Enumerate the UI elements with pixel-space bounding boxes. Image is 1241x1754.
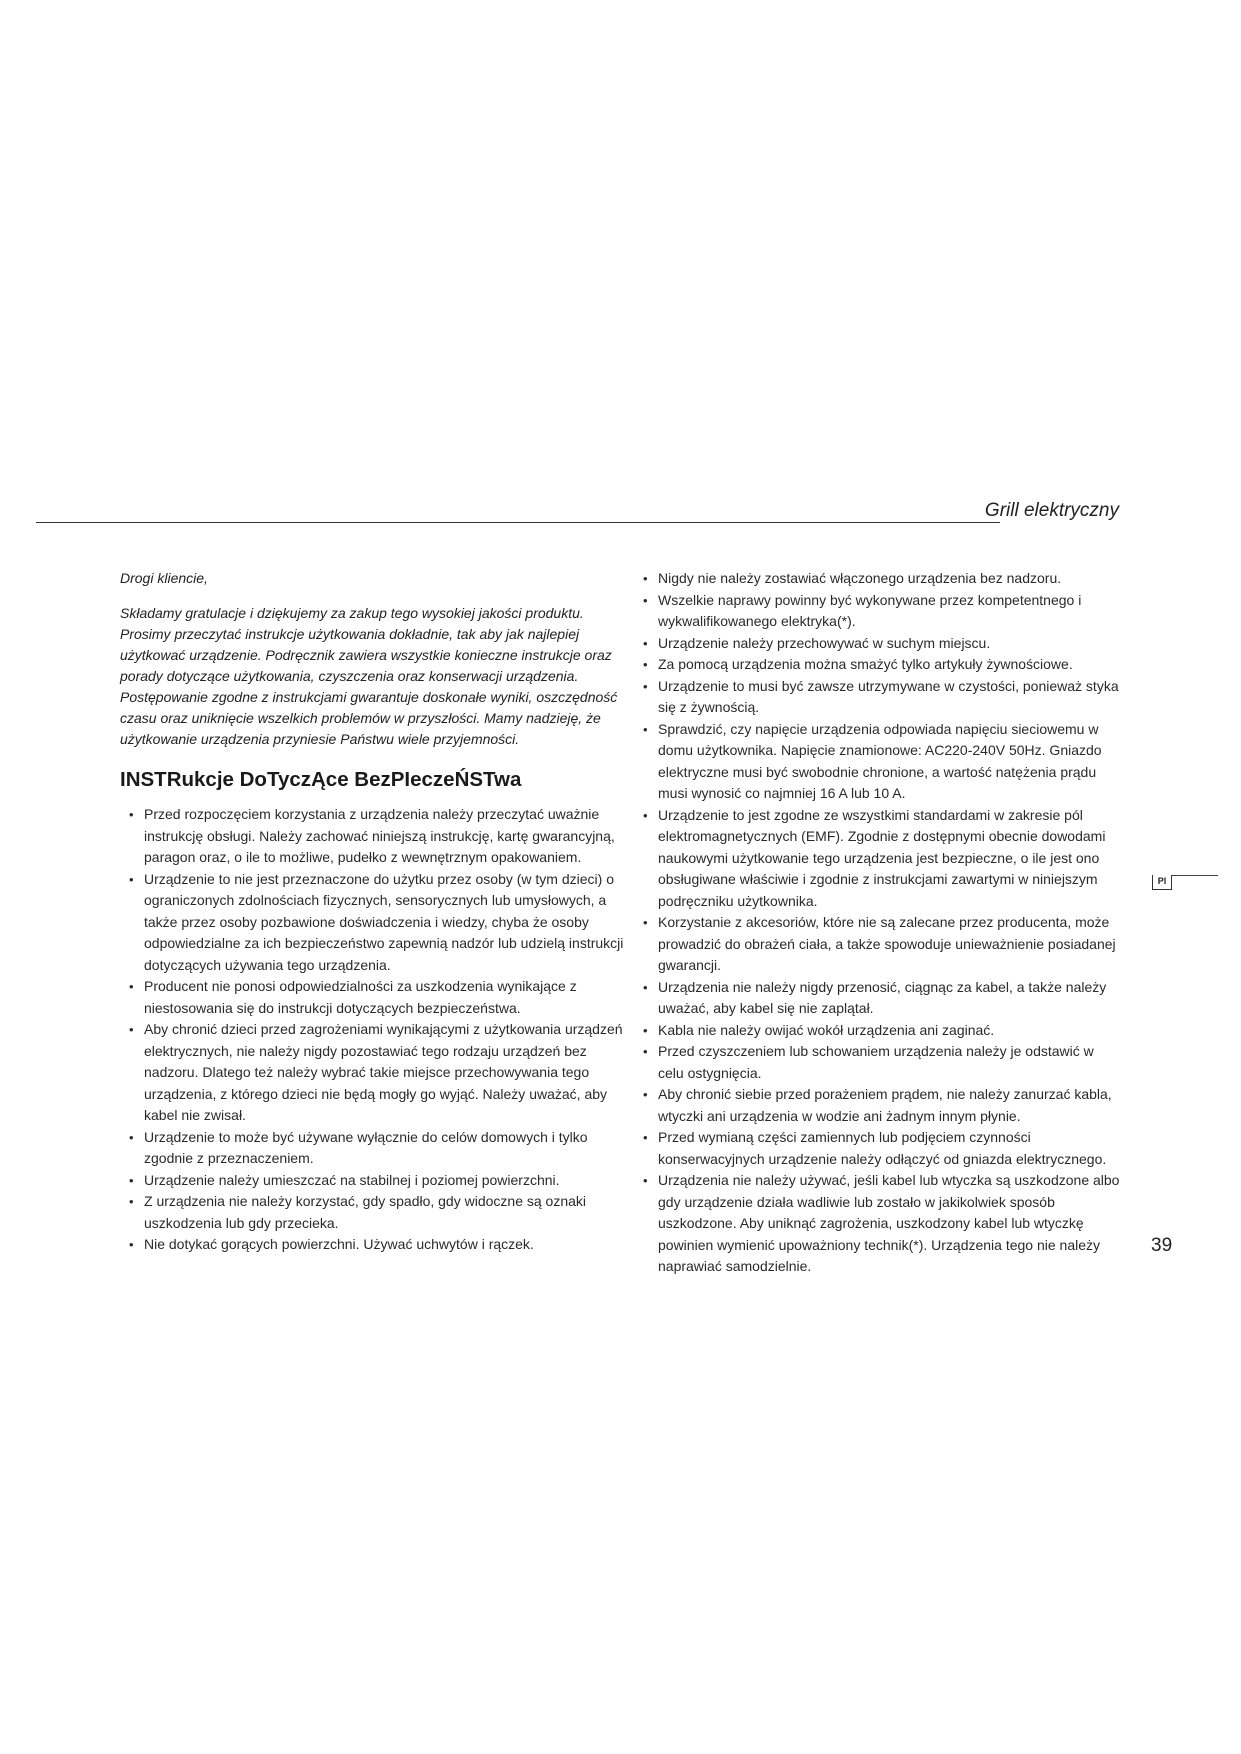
list-item: • Korzystanie z akcesoriów, które nie są zalecane przez producenta, może prowadzić do obrażeń ciała, a także spowoduje unieważnienie posiadanej gwarancji. <box>640 912 1120 977</box>
list-item: • Urządzenia nie należy używać, jeśli kabel lub wtyczka są uszkodzone albo gdy urządzenie działa wadliwie lub zostało w jakikolwiek sposób uszkodzone. Aby uniknąć zagrożenia, uszkodzony kabel lub wtyczkę powinien wymienić upoważniony technik(*). Urządzenia tego nie należy naprawiać samodzielnie. <box>640 1170 1120 1278</box>
language-code-badge: Pl <box>1152 875 1172 890</box>
intro-paragraph: Składamy gratulacje i dziękujemy za zakup tego wysokiej jakości produktu. Prosimy przeczytać instrukcje użytkowania dokładnie, tak aby jak najlepiej użytkować urządzenie. Podręcznik zawiera wszystkie konieczne instrukcje oraz porady dotyczące użytkowania, czyszczenia oraz konserwacji urządzenia. Postępowanie zgodne z instrukcjami gwarantuje doskonałe wyniki, oszczędność czasu oraz uniknięcie wszelkich problemów w przyszłości. Mamy nadzieję, że użytkowanie urządzenia przyniesie Państwu wiele przyjemności. <box>120 605 618 747</box>
safety-list-left <box>126 804 625 1256</box>
list-item: • Urządzenia nie należy nigdy przenosić, ciągnąc za kabel, a także należy uważać, aby kabel się nie zaplątał. <box>640 977 1120 1020</box>
right-column <box>640 568 1120 1278</box>
list-item: • Przed wymianą części zamiennych lub podjęciem czynności konserwacyjnych urządzenie należy odłączyć od gniazda elektrycznego. <box>640 1127 1120 1170</box>
list-item: • Aby chronić siebie przed porażeniem prądem, nie należy zanurzać kabla, wtyczki ani urządzenia w wodzie ani żadnym innym płynie. <box>640 1084 1120 1127</box>
list-item: • Nie dotykać gorących powierzchni. Używać uchwytów i rączek. <box>126 1234 625 1256</box>
page-number: 39 <box>1151 1235 1173 1256</box>
list-item: • Wszelkie naprawy powinny być wykonywane przez kompetentnego i wykwalifikowanego elektryka(*). <box>640 590 1120 633</box>
list-item: • Urządzenie to nie jest przeznaczone do użytku przez osoby (w tym dzieci) o ograniczonych zdolnościach fizycznych, sensorycznych lub umysłowych, a także przez osoby pozbawione doświadczenia i wiedzy, chyba że osoby odpowiedzialne za ich bezpieczeństwo zapewnią nadzór lub udzielą instrukcji dotyczących używania tego urządzenia. <box>126 869 625 977</box>
list-item: • Producent nie ponosi odpowiedzialności za uszkodzenia wynikające z niestosowania się do instrukcji dotyczących bezpieczeństwa. <box>126 976 625 1019</box>
list-item: • Przed rozpoczęciem korzystania z urządzenia należy przeczytać uważnie instrukcję obsługi. Należy zachować niniejszą instrukcję, kartę gwarancyjną, paragon oraz, o ile to możliwe, pudełko z wewnętrznym opakowaniem. <box>126 804 625 869</box>
list-item: • Urządzenie należy przechowywać w suchym miejscu. <box>640 633 1120 655</box>
header-rule <box>36 522 1000 523</box>
greeting: Drogi kliencie, <box>120 570 208 586</box>
list-item: • Z urządzenia nie należy korzystać, gdy spadło, gdy widoczne są oznaki uszkodzenia lub gdy przecieka. <box>126 1191 625 1234</box>
safety-list-right <box>640 568 1120 1278</box>
list-item: • Nigdy nie należy zostawiać włączonego urządzenia bez nadzoru. <box>640 568 1120 590</box>
list-item: • Sprawdzić, czy napięcie urządzenia odpowiada napięciu sieciowemu w domu użytkownika. Napięcie znamionowe: AC220-240V 50Hz. Gniazdo elektryczne musi być swobodnie chronione, a wartość natężenia prądu musi wynosić co najmniej 16 A lub 10 A. <box>640 719 1120 805</box>
list-item: • Aby chronić dzieci przed zagrożeniami wynikającymi z użytkowania urządzeń elektrycznych, nie należy nigdy pozostawiać tego rodzaju urządzeń bez nadzoru. Dlatego też należy wybrać takie miejsce przechowywania tego urządzenia, z którego dzieci nie będą mogły go wyjąć. Należy uważać, aby kabel nie zwisał. <box>126 1019 625 1127</box>
list-item: • Kabla nie należy owijać wokół urządzenia ani zaginać. <box>640 1020 1120 1042</box>
safety-section-title: INSTRukcje DoTyczĄce BezPIeczeŃSTwa <box>120 768 522 791</box>
list-item: • Urządzenie to jest zgodne ze wszystkimi standardami w zakresie pól elektromagnetycznych (EMF). Zgodnie z dostępnymi obecnie dowodami naukowymi użytkowanie tego urządzenia jest bezpieczne, o ile jest ono obsługiwane właściwie i zgodnie z instrukcjami zawartymi w niniejszym podręczniku użytkownika. <box>640 805 1120 913</box>
left-column <box>120 568 625 1256</box>
list-item: • Urządzenie to może być używane wyłącznie do celów domowych i tylko zgodnie z przeznaczeniem. <box>126 1127 625 1170</box>
list-item: • Za pomocą urządzenia można smażyć tylko artykuły żywnościowe. <box>640 654 1120 676</box>
running-header-title: Grill elektryczny <box>984 500 1119 521</box>
language-tab <box>1152 875 1218 895</box>
list-item: • Urządzenie należy umieszczać na stabilnej i poziomej powierzchni. <box>126 1170 625 1192</box>
list-item: • Przed czyszczeniem lub schowaniem urządzenia należy je odstawić w celu ostygnięcia. <box>640 1041 1120 1084</box>
list-item: • Urządzenie to musi być zawsze utrzymywane w czystości, ponieważ styka się z żywnością. <box>640 676 1120 719</box>
